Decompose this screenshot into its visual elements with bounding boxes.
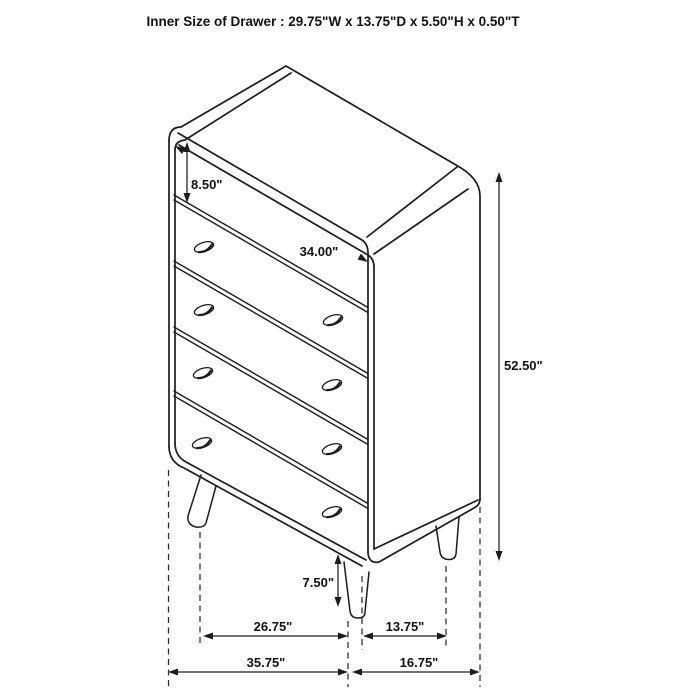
arrowhead bbox=[496, 172, 503, 182]
legs bbox=[188, 475, 459, 618]
dimension-side-leg-spacing bbox=[363, 619, 447, 640]
arrowhead bbox=[335, 597, 342, 607]
bottom-right-band-upper bbox=[374, 500, 478, 549]
dimension-label: 13.75" bbox=[385, 619, 425, 634]
dimension-label: 34.00" bbox=[299, 244, 339, 259]
dimension-top-edge-width bbox=[175, 146, 368, 262]
top-left-band-inner bbox=[175, 73, 291, 150]
bottom-front-band-upper bbox=[175, 443, 366, 560]
drawer-handle bbox=[321, 442, 343, 457]
dimension-overall-depth bbox=[352, 655, 480, 676]
dimension-label: 8.50" bbox=[191, 177, 223, 192]
drawer-handle bbox=[193, 303, 215, 318]
drawer-divider-line bbox=[174, 332, 368, 445]
chest-outline bbox=[169, 66, 480, 566]
dimension-label: 16.75" bbox=[399, 655, 439, 670]
arrowhead bbox=[338, 633, 348, 640]
dimension-overall-height bbox=[496, 172, 543, 561]
drawer-handle bbox=[322, 313, 344, 328]
arrowhead bbox=[203, 633, 213, 640]
dimension-overall-width bbox=[168, 655, 348, 676]
dimension-label: 52.50" bbox=[504, 358, 543, 373]
dimension-label: 7.50" bbox=[302, 575, 334, 590]
drawer-divider-line bbox=[174, 261, 368, 374]
front-right-leg bbox=[344, 562, 369, 618]
dimension-label: 26.75" bbox=[253, 619, 293, 634]
dimension-label: 35.75" bbox=[246, 655, 286, 670]
arrowhead bbox=[496, 551, 503, 561]
drawer-handle bbox=[192, 366, 214, 381]
arrowhead bbox=[168, 669, 178, 676]
arrowhead bbox=[352, 669, 362, 676]
drawer-handle bbox=[321, 378, 343, 393]
drawer-divider-line bbox=[174, 200, 368, 313]
dimension-top-drawer-height bbox=[184, 142, 223, 203]
page-title: Inner Size of Drawer : 29.75"W x 13.75"D x 5.50"H x 0.50"T bbox=[146, 14, 520, 29]
arrowhead bbox=[335, 554, 342, 564]
bottom-right-band-lower bbox=[368, 499, 480, 562]
dimension-front-leg-spacing bbox=[203, 619, 348, 640]
arrowhead bbox=[470, 669, 480, 676]
top-front-band-outer bbox=[178, 133, 368, 553]
drawer-handle bbox=[191, 436, 213, 451]
arrowhead bbox=[338, 669, 348, 676]
top-right-band-outer bbox=[367, 167, 457, 237]
dimension-leg-height bbox=[303, 554, 342, 607]
drawer-handle bbox=[321, 505, 343, 520]
drawer-divider-line bbox=[174, 396, 368, 509]
arrowhead bbox=[363, 633, 373, 640]
arrowhead bbox=[184, 142, 191, 152]
drawer-handle bbox=[193, 240, 215, 255]
